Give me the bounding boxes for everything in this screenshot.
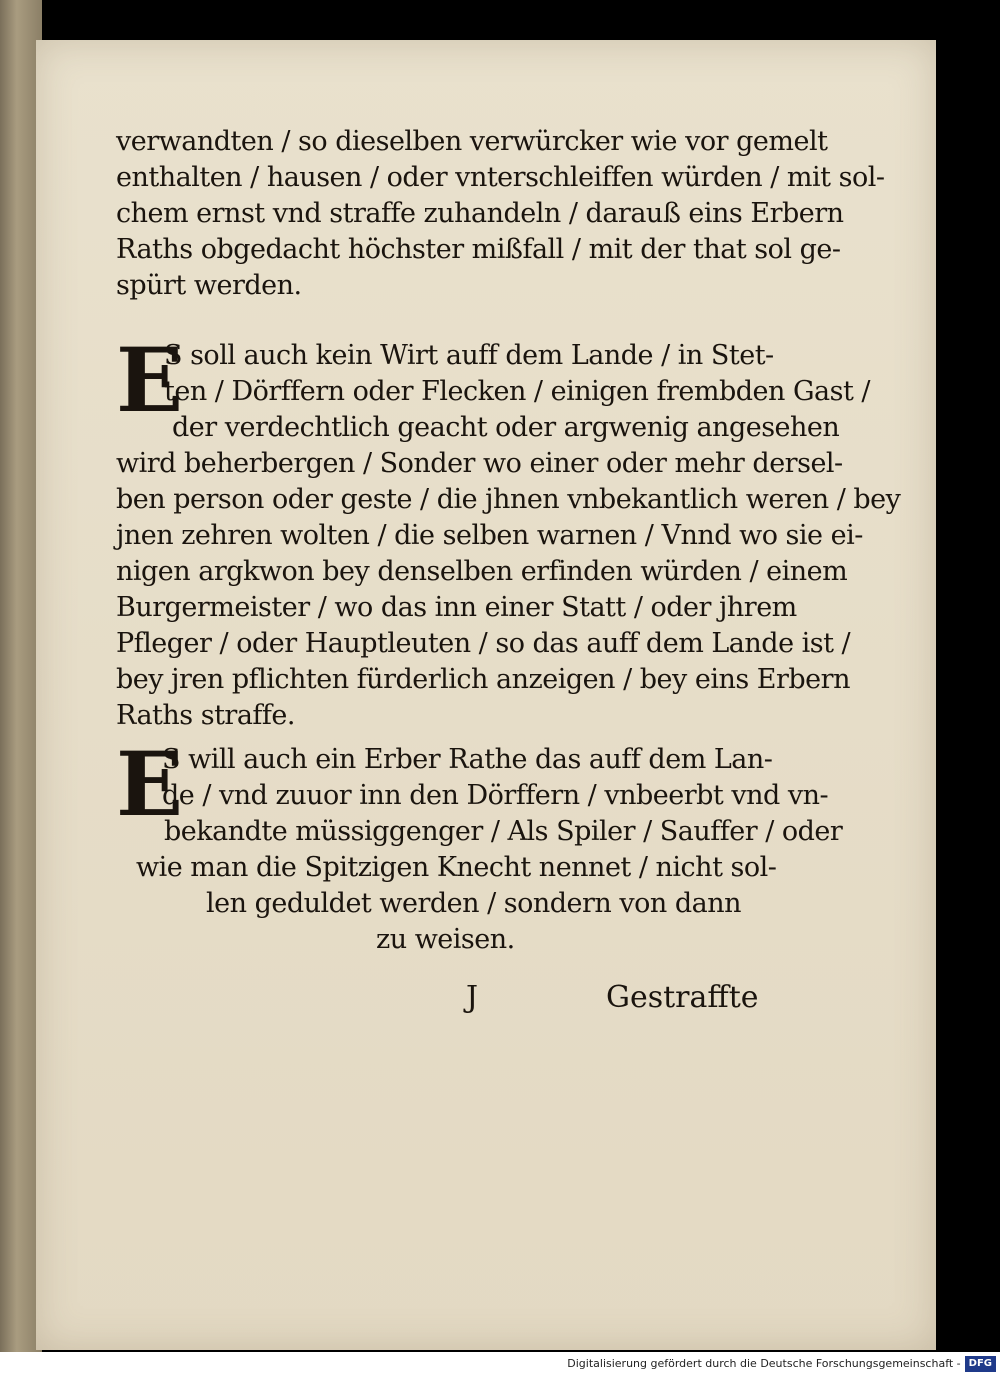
text-line: Raths straffe. <box>116 700 295 731</box>
drop-cap: E <box>116 732 183 836</box>
text-line: zu weisen. <box>376 924 515 955</box>
book-page <box>36 40 936 1350</box>
text-line: de / vnd zuuor inn den Dörffern / vnbeerbt vnd vn- <box>162 780 829 811</box>
text-line: verwandten / so dieselben verwürcker wie vor gemelt <box>116 126 828 157</box>
paragraph-1 <box>116 124 885 304</box>
text-line: bekandte müssiggenger / Als Spiler / Sauffer / oder <box>164 816 843 847</box>
paragraph-3 <box>116 732 843 958</box>
text-line: Raths obgedacht höchster mißfall / mit der that sol ge- <box>116 234 841 265</box>
text-line: ten / Dörffern oder Flecken / einigen frembden Gast / <box>164 376 871 407</box>
text-line: Burgermeister / wo das inn einer Statt / oder jhrem <box>116 592 797 623</box>
text-line: enthalten / hausen / oder vnterschleiffen würden / mit sol- <box>116 162 885 193</box>
text-line: S will auch ein Erber Rathe das auff dem Lan- <box>162 744 773 775</box>
text-line: jnen zehren wolten / die selben warnen / Vnnd wo sie ei- <box>116 520 863 551</box>
footer-bar <box>0 1352 1000 1376</box>
dfg-logo: DFG <box>965 1356 996 1372</box>
text-line: wie man die Spitzigen Knecht nennet / nicht sol- <box>136 852 777 883</box>
paragraph-2 <box>116 328 901 734</box>
text-line: Pfleger / oder Hauptleuten / so das auff dem Lande ist / <box>116 628 851 659</box>
text-line: der verdechtlich geacht oder argwenig angesehen <box>172 412 840 443</box>
text-line: nigen argkwon bey denselben erfinden würden / einem <box>116 556 848 587</box>
text-line: bey jren pflichten fürderlich anzeigen / bey eins Erbern <box>116 664 850 695</box>
text-line: wird beherbergen / Sonder wo einer oder mehr dersel- <box>116 448 843 479</box>
text-line: chem ernst vnd straffe zuhandeln / darauß eins Erbern <box>116 198 844 229</box>
signature-mark: J <box>466 980 479 1015</box>
drop-cap: E <box>116 328 183 432</box>
text-line: len geduldet werden / sondern von dann <box>206 888 742 919</box>
catchword: Gestraffte <box>606 980 759 1015</box>
footer-credit: Digitalisierung gefördert durch die Deutsche Forschungsgemeinschaft - <box>567 1357 961 1370</box>
text-line: spürt werden. <box>116 270 302 301</box>
text-line: S soll auch kein Wirt auff dem Lande / in Stet- <box>164 340 774 371</box>
text-line: ben person oder geste / die jhnen vnbekantlich weren / bey <box>116 484 901 515</box>
